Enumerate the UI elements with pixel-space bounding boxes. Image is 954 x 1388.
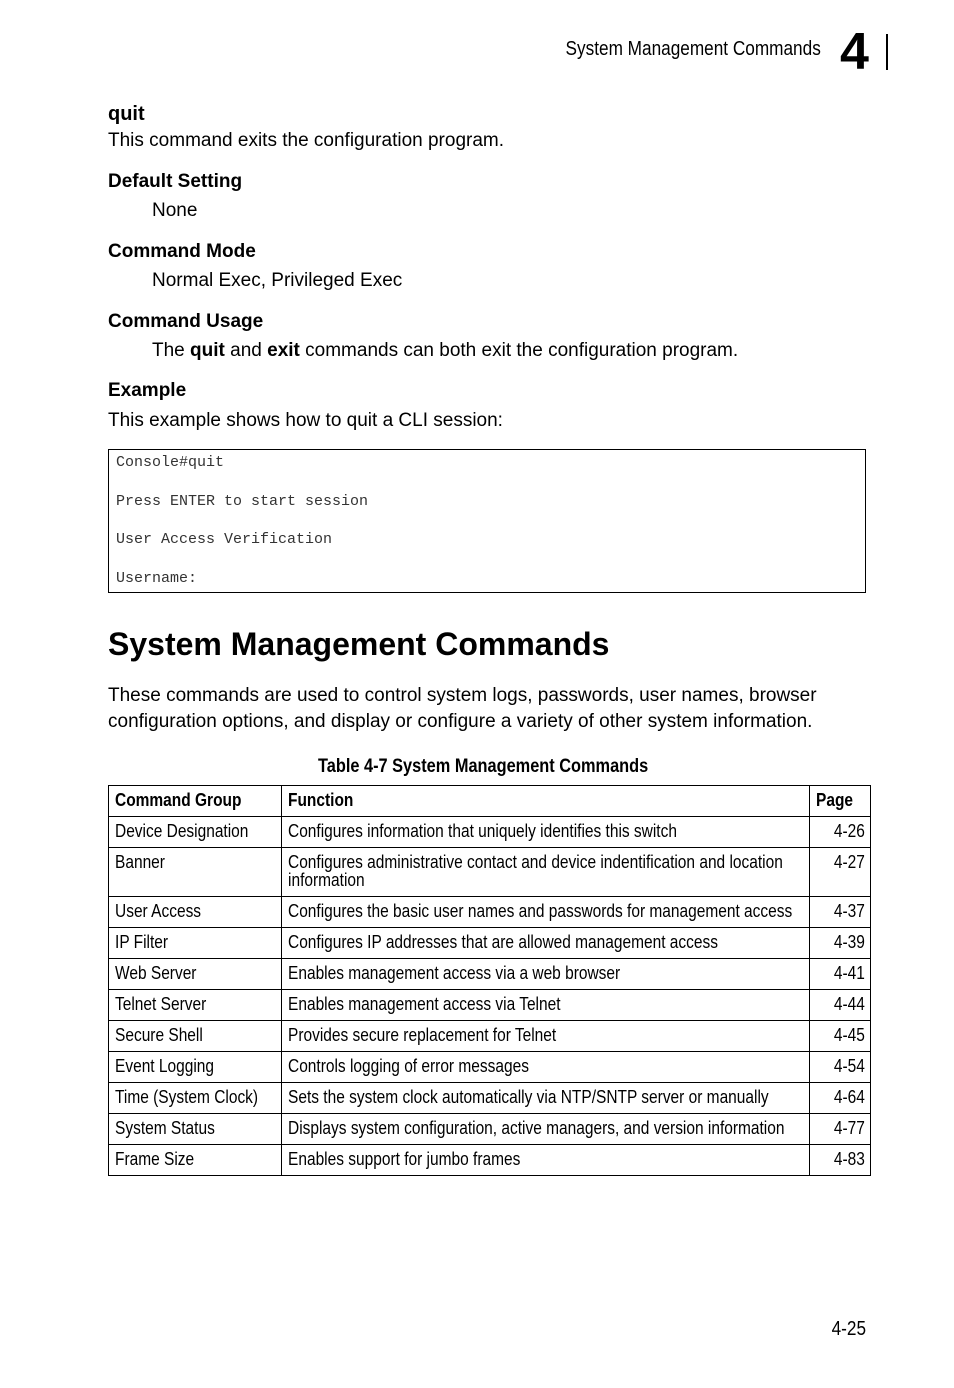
table-header-row — [109, 786, 871, 817]
cell-page: 4-64 — [810, 1083, 871, 1114]
table-row — [109, 1021, 871, 1052]
cell-function: Controls logging of error messages — [282, 1052, 810, 1083]
cell-function: Sets the system clock automatically via NTP/SNTP server or manually — [282, 1083, 810, 1114]
cell-function: Configures IP addresses that are allowed management access — [282, 928, 810, 959]
table-caption: Table 4-7 System Management Commands — [318, 756, 649, 777]
header-page: Page — [810, 786, 871, 817]
cell-command-group: Time (System Clock) — [109, 1083, 282, 1114]
cell-page: 4-41 — [810, 959, 871, 990]
cell-function: Configures the basic user names and passwords for management access — [282, 897, 810, 928]
usage-mid: and — [224, 340, 268, 361]
code-line: Username: — [116, 570, 198, 587]
table-row — [109, 990, 871, 1021]
cell-page: 4-77 — [810, 1114, 871, 1145]
cell-command-group: Banner — [109, 848, 282, 897]
cell-function: Configures administrative contact and device indentification and location information — [282, 848, 810, 897]
command-usage-text — [152, 340, 738, 362]
table-row — [109, 928, 871, 959]
cell-function: Configures information that uniquely identifies this switch — [282, 817, 810, 848]
default-setting-value: None — [152, 200, 198, 221]
command-usage-heading: Command Usage — [108, 311, 264, 332]
table-row — [109, 1114, 871, 1145]
cell-page: 4-39 — [810, 928, 871, 959]
usage-exit-keyword: exit — [267, 340, 300, 361]
cell-page: 4-54 — [810, 1052, 871, 1083]
page-number: 4-25 — [831, 1318, 866, 1340]
cell-command-group: Frame Size — [109, 1145, 282, 1176]
cell-command-group: Web Server — [109, 959, 282, 990]
code-line: User Access Verification — [116, 531, 333, 548]
header-command-group: Command Group — [109, 786, 282, 817]
cell-page: 4-37 — [810, 897, 871, 928]
cell-page: 4-45 — [810, 1021, 871, 1052]
command-mode-heading: Command Mode — [108, 241, 256, 262]
cell-command-group: IP Filter — [109, 928, 282, 959]
table-row — [109, 848, 871, 897]
cell-command-group: System Status — [109, 1114, 282, 1145]
usage-quit-keyword: quit — [190, 340, 225, 361]
example-intro: This example shows how to quit a CLI session: — [108, 410, 503, 431]
cell-function: Enables support for jumbo frames — [282, 1145, 810, 1176]
command-mode-value: Normal Exec, Privileged Exec — [152, 270, 403, 291]
cell-function: Displays system configuration, active managers, and version information — [282, 1114, 810, 1145]
table-row — [109, 897, 871, 928]
command-name: quit — [108, 103, 145, 125]
cell-page: 4-83 — [810, 1145, 871, 1176]
cell-command-group: Device Designation — [109, 817, 282, 848]
section-title: System Management Commands — [108, 626, 610, 662]
cell-command-group: Telnet Server — [109, 990, 282, 1021]
cell-function: Enables management access via Telnet — [282, 990, 810, 1021]
section-intro-line: configuration options, and display or configure a variety of other system information. — [108, 711, 813, 732]
code-line: Press ENTER to start session — [116, 493, 369, 510]
cell-command-group: Event Logging — [109, 1052, 282, 1083]
cell-page: 4-26 — [810, 817, 871, 848]
cell-function: Enables management access via a web browser — [282, 959, 810, 990]
section-intro-line: These commands are used to control system logs, passwords, user names, browser — [108, 685, 817, 706]
table-row — [109, 1145, 871, 1176]
example-heading: Example — [108, 380, 187, 401]
commands-table — [108, 785, 871, 1176]
table-row — [109, 1083, 871, 1114]
chapter-number: 4 — [840, 23, 869, 81]
command-description: This command exits the configuration program. — [108, 130, 505, 151]
cell-page: 4-44 — [810, 990, 871, 1021]
table-row — [109, 1052, 871, 1083]
cell-page: 4-27 — [810, 848, 871, 897]
default-setting-heading: Default Setting — [108, 171, 243, 192]
table-row — [109, 959, 871, 990]
cell-command-group: Secure Shell — [109, 1021, 282, 1052]
cell-function: Provides secure replacement for Telnet — [282, 1021, 810, 1052]
usage-pre: The — [152, 340, 191, 361]
chapter-rule — [886, 34, 888, 70]
header-title: System Management Commands — [565, 38, 821, 60]
table-row — [109, 817, 871, 848]
usage-post: commands can both exit the configuration program. — [299, 340, 739, 361]
cell-command-group: User Access — [109, 897, 282, 928]
header-function: Function — [282, 786, 810, 817]
code-line: Console#quit — [116, 454, 225, 471]
code-example-box — [108, 449, 866, 593]
